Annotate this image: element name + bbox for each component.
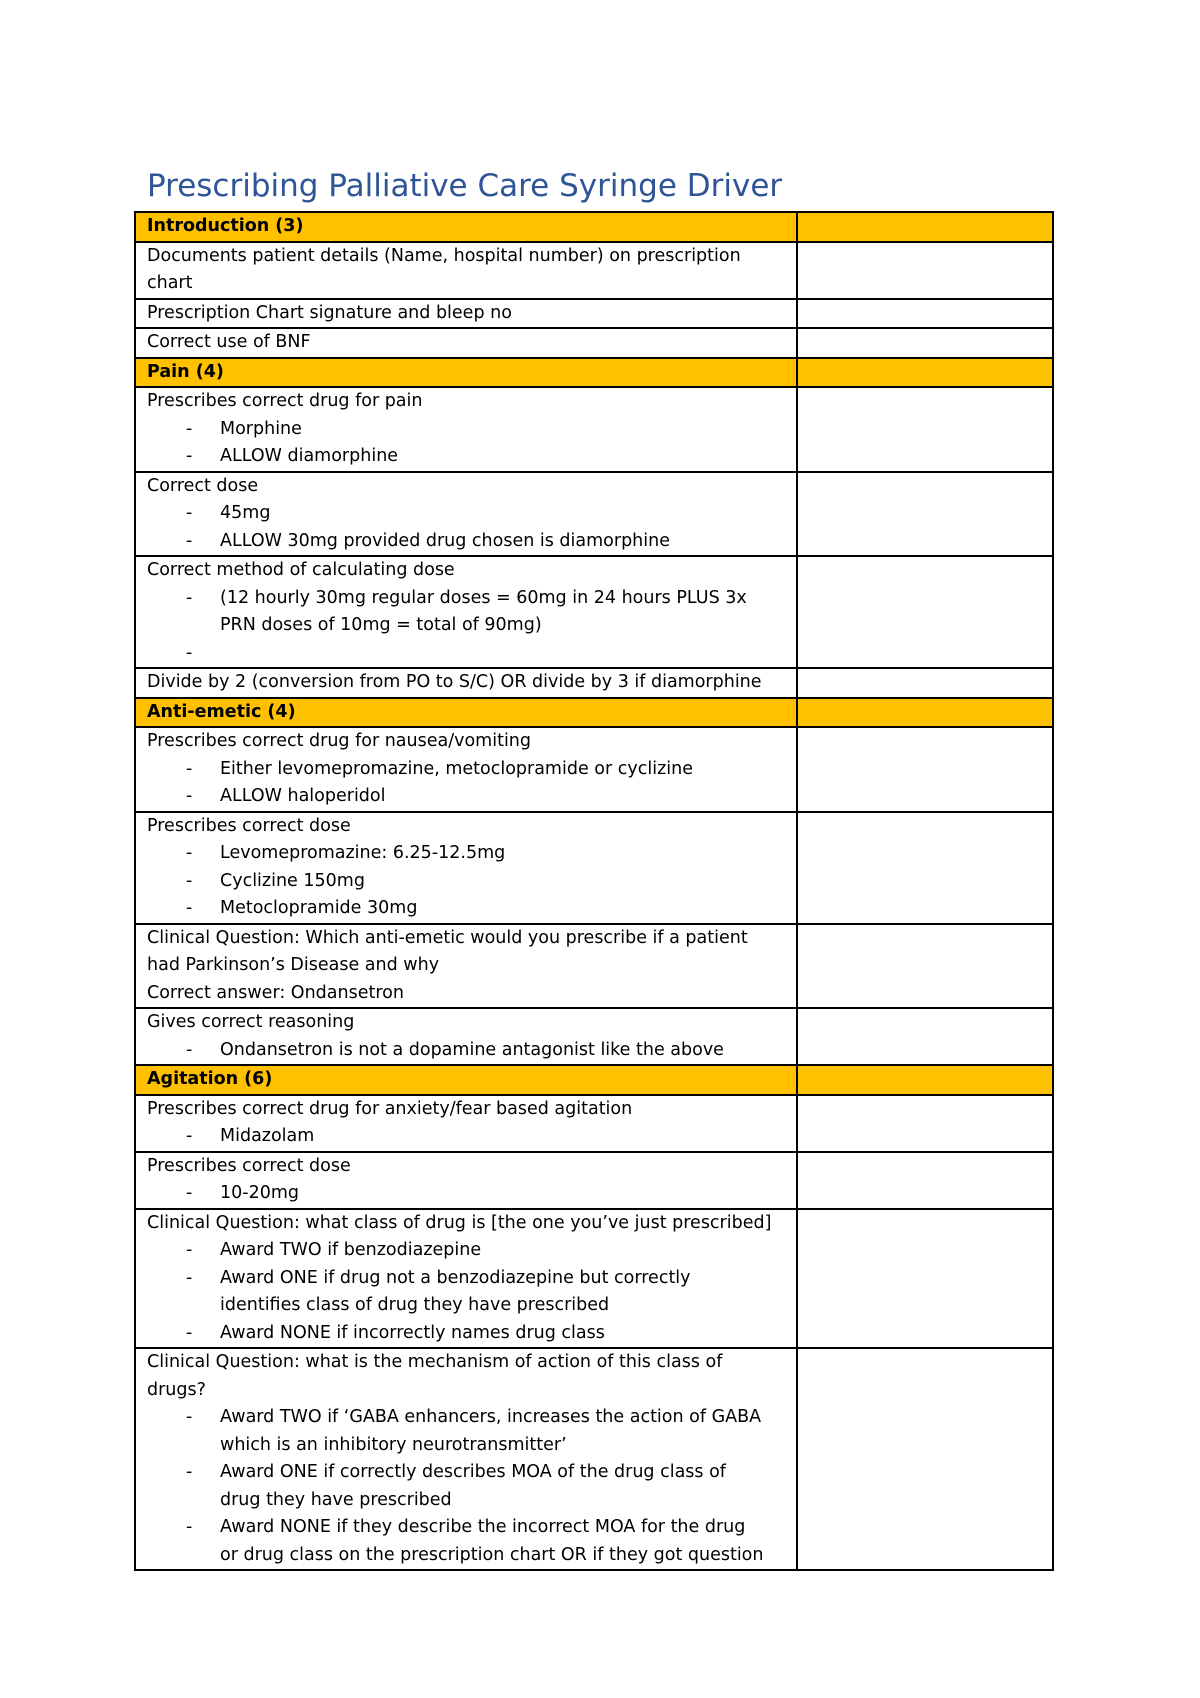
- criterion-line: Documents patient details (Name, hospital number) on prescription: [147, 245, 741, 266]
- criterion-row: [135, 328, 1053, 358]
- section-header-row: [135, 698, 1053, 728]
- section-header-row: [135, 212, 1053, 242]
- bullet-item: [147, 868, 790, 896]
- criterion-pain-drug-cell: [135, 387, 797, 472]
- bullet-line: Midazolam: [220, 1126, 315, 1146]
- bullet-line: identifies class of drug they have prescribed: [220, 1295, 610, 1315]
- score-cell: [797, 242, 1053, 299]
- bullet-item: [147, 585, 790, 640]
- criterion-row: [135, 556, 1053, 668]
- bullet-item: [147, 1180, 790, 1208]
- dash-bullet-icon: -: [186, 503, 193, 523]
- bullet-line: 45mg: [220, 503, 271, 523]
- bullet-line: ALLOW 30mg provided drug chosen is diamorphine: [220, 530, 670, 551]
- criterion-pain-dose-cell: [135, 472, 797, 557]
- bullet-item: [147, 1123, 790, 1151]
- bullet-item: [147, 895, 790, 923]
- dash-bullet-icon: -: [186, 1517, 193, 1537]
- page-title: Prescribing Palliative Care Syringe Driver: [147, 168, 783, 204]
- section-heading: Introduction (3): [147, 216, 304, 236]
- bullet-line: which is an inhibitory neurotransmitter’: [220, 1434, 567, 1455]
- dash-bullet-icon: -: [186, 1322, 193, 1343]
- bullet-line: ALLOW diamorphine: [220, 446, 399, 466]
- criterion-chart-signature-cell: [135, 299, 797, 329]
- criterion-row: [135, 387, 1053, 472]
- criterion-line: Prescribes correct dose: [147, 1155, 351, 1176]
- criterion-text: [147, 1153, 790, 1181]
- score-cell: [797, 668, 1053, 698]
- dash-bullet-icon: -: [186, 1039, 193, 1060]
- criterion-bnf-use-cell: [135, 328, 797, 358]
- score-cell: [797, 212, 1053, 242]
- score-cell: [797, 1209, 1053, 1349]
- dash-bullet-icon: -: [186, 1267, 193, 1288]
- bullet-list: [147, 1123, 790, 1151]
- score-cell: [797, 1348, 1053, 1570]
- criterion-text: [147, 1349, 790, 1404]
- criterion-line: drugs?: [147, 1379, 206, 1400]
- criterion-ondansetron-reasoning-cell: [135, 1008, 797, 1065]
- bullet-item: [147, 1459, 790, 1514]
- criterion-line: had Parkinson’s Disease and why: [147, 955, 440, 975]
- bullet-item: [147, 840, 790, 868]
- dash-bullet-icon: -: [186, 870, 193, 891]
- score-cell: [797, 698, 1053, 728]
- section-header-row: [135, 1065, 1053, 1095]
- criterion-row: [135, 924, 1053, 1009]
- bullet-line: Award NONE if incorrectly names drug class: [220, 1322, 605, 1343]
- criterion-divide-conversion-cell: [135, 668, 797, 698]
- dash-bullet-icon: -: [186, 758, 193, 779]
- criterion-text: [147, 243, 790, 298]
- criterion-text: [147, 300, 790, 328]
- criterion-line: chart: [147, 273, 193, 293]
- bullet-line: Levomepromazine: 6.25-12.5mg: [220, 843, 506, 863]
- criterion-row: [135, 812, 1053, 924]
- bullet-line: Morphine: [220, 418, 302, 439]
- bullet-item: [147, 528, 790, 556]
- bullet-line: PRN doses of 10mg = total of 90mg): [220, 615, 542, 635]
- marking-table-body: [135, 212, 1053, 1570]
- score-cell: [797, 924, 1053, 1009]
- criterion-text: [147, 813, 790, 841]
- criterion-line: Divide by 2 (conversion from PO to S/C) OR divide by 3 if diamorphine: [147, 672, 762, 692]
- criterion-text: [147, 728, 790, 756]
- bullet-item: [147, 1037, 790, 1065]
- criterion-row: [135, 1209, 1053, 1349]
- dash-bullet-icon: -: [186, 587, 193, 608]
- section-pain-cell: [135, 358, 797, 388]
- criterion-patient-details-cell: [135, 242, 797, 299]
- bullet-line: Metoclopramide 30mg: [220, 898, 418, 918]
- criterion-mechanism-question-cell: [135, 1348, 797, 1570]
- dash-bullet-icon: -: [186, 843, 193, 863]
- bullet-line: Ondansetron is not a dopamine antagonist like the above: [220, 1039, 724, 1060]
- bullet-line: Award ONE if drug not a benzodiazepine but correctly: [220, 1267, 691, 1288]
- bullet-item: [147, 500, 790, 528]
- criterion-line: Prescribes correct drug for pain: [147, 391, 423, 411]
- bullet-item: [147, 640, 790, 668]
- criterion-row: [135, 727, 1053, 812]
- bullet-item: [147, 443, 790, 471]
- bullet-list: [147, 1180, 790, 1208]
- criterion-line: Prescribes correct drug for anxiety/fear based agitation: [147, 1098, 633, 1119]
- criterion-agitation-dose-cell: [135, 1152, 797, 1209]
- bullet-list: [147, 756, 790, 811]
- score-cell: [797, 727, 1053, 812]
- bullet-item: [147, 416, 790, 444]
- bullet-line: Award ONE if correctly describes MOA of the drug class of: [220, 1462, 726, 1482]
- criterion-line: Correct answer: Ondansetron: [147, 982, 404, 1003]
- section-heading: Pain (4): [147, 361, 224, 382]
- bullet-line: or drug class on the prescription chart OR if they got question: [220, 1544, 764, 1565]
- bullet-line: Cyclizine 150mg: [220, 870, 365, 891]
- bullet-line: Award TWO if benzodiazepine: [220, 1240, 482, 1260]
- bullet-item: [147, 783, 790, 811]
- dash-bullet-icon: -: [186, 1407, 193, 1427]
- section-agitation-cell: [135, 1065, 797, 1095]
- criterion-text: [147, 1096, 790, 1124]
- dash-bullet-icon: -: [186, 530, 193, 551]
- dash-bullet-icon: -: [186, 898, 193, 918]
- bullet-line: ALLOW haloperidol: [220, 786, 386, 806]
- criterion-row: [135, 1008, 1053, 1065]
- criterion-line: Clinical Question: what is the mechanism of action of this class of: [147, 1352, 723, 1372]
- criterion-text: [147, 1009, 790, 1037]
- section-heading: Agitation (6): [147, 1069, 273, 1089]
- bullet-list: [147, 1037, 790, 1065]
- criterion-row: [135, 1348, 1053, 1570]
- criterion-line: Correct method of calculating dose: [147, 560, 455, 580]
- bullet-list: [147, 585, 790, 668]
- criterion-text: [147, 557, 790, 585]
- bullet-line: Award NONE if they describe the incorrect MOA for the drug: [220, 1517, 746, 1537]
- dash-bullet-icon: -: [186, 1462, 193, 1482]
- criterion-line: Prescription Chart signature and bleep no: [147, 302, 512, 323]
- dash-bullet-icon: -: [186, 1183, 193, 1203]
- section-anti-emetic-cell: [135, 698, 797, 728]
- criterion-line: Gives correct reasoning: [147, 1012, 355, 1032]
- dash-bullet-icon: -: [186, 1240, 193, 1260]
- dash-bullet-icon: -: [186, 786, 193, 806]
- criterion-text: [147, 1210, 790, 1238]
- bullet-item: [147, 1514, 790, 1569]
- criterion-line: Correct use of BNF: [147, 332, 311, 352]
- bullet-item: [147, 756, 790, 784]
- score-cell: [797, 1065, 1053, 1095]
- score-cell: [797, 358, 1053, 388]
- bullet-list: [147, 416, 790, 471]
- criterion-row: [135, 242, 1053, 299]
- bullet-line: (12 hourly 30mg regular doses = 60mg in 24 hours PLUS 3x: [220, 587, 747, 608]
- criterion-line: Clinical Question: Which anti-emetic would you prescribe if a patient: [147, 927, 748, 948]
- score-cell: [797, 472, 1053, 557]
- score-cell: [797, 1095, 1053, 1152]
- dash-bullet-icon: -: [186, 418, 193, 439]
- bullet-line: drug they have prescribed: [220, 1489, 452, 1510]
- criterion-text: [147, 388, 790, 416]
- criterion-antiemetic-drug-cell: [135, 727, 797, 812]
- bullet-list: [147, 840, 790, 923]
- bullet-line: 10-20mg: [220, 1183, 300, 1203]
- section-introduction-cell: [135, 212, 797, 242]
- section-heading: Anti-emetic (4): [147, 701, 296, 722]
- criterion-agitation-drug-cell: [135, 1095, 797, 1152]
- score-cell: [797, 1008, 1053, 1065]
- bullet-list: [147, 500, 790, 555]
- criterion-row: [135, 472, 1053, 557]
- criterion-parkinsons-question-cell: [135, 924, 797, 1009]
- bullet-line: Either levomepromazine, metoclopramide or cyclizine: [220, 758, 693, 779]
- criterion-text: [147, 925, 790, 1008]
- criterion-text: [147, 473, 790, 501]
- bullet-item: [147, 1265, 790, 1320]
- marking-table: [134, 211, 1054, 1571]
- bullet-line: Award TWO if ‘GABA enhancers, increases the action of GABA: [220, 1407, 762, 1427]
- criterion-row: [135, 668, 1053, 698]
- bullet-item: [147, 1320, 790, 1348]
- bullet-list: [147, 1237, 790, 1347]
- section-header-row: [135, 358, 1053, 388]
- criterion-text: [147, 669, 790, 697]
- score-cell: [797, 299, 1053, 329]
- dash-bullet-icon: -: [186, 446, 193, 466]
- criterion-row: [135, 299, 1053, 329]
- score-cell: [797, 812, 1053, 924]
- criterion-antiemetic-dose-cell: [135, 812, 797, 924]
- score-cell: [797, 1152, 1053, 1209]
- score-cell: [797, 556, 1053, 668]
- criterion-line: Prescribes correct drug for nausea/vomiting: [147, 731, 532, 751]
- criterion-line: Correct dose: [147, 475, 259, 496]
- dash-bullet-icon: -: [186, 642, 193, 663]
- criterion-row: [135, 1095, 1053, 1152]
- score-cell: [797, 328, 1053, 358]
- dash-bullet-icon: -: [186, 1126, 193, 1146]
- criterion-line: Clinical Question: what class of drug is [the one you’ve just prescribed]: [147, 1212, 772, 1233]
- bullet-list: [147, 1404, 790, 1569]
- criterion-text: [147, 329, 790, 357]
- score-cell: [797, 387, 1053, 472]
- criterion-drug-class-question-cell: [135, 1209, 797, 1349]
- criterion-dose-calculation-cell: [135, 556, 797, 668]
- bullet-item: [147, 1404, 790, 1459]
- criterion-line: Prescribes correct dose: [147, 815, 351, 836]
- criterion-row: [135, 1152, 1053, 1209]
- bullet-item: [147, 1237, 790, 1265]
